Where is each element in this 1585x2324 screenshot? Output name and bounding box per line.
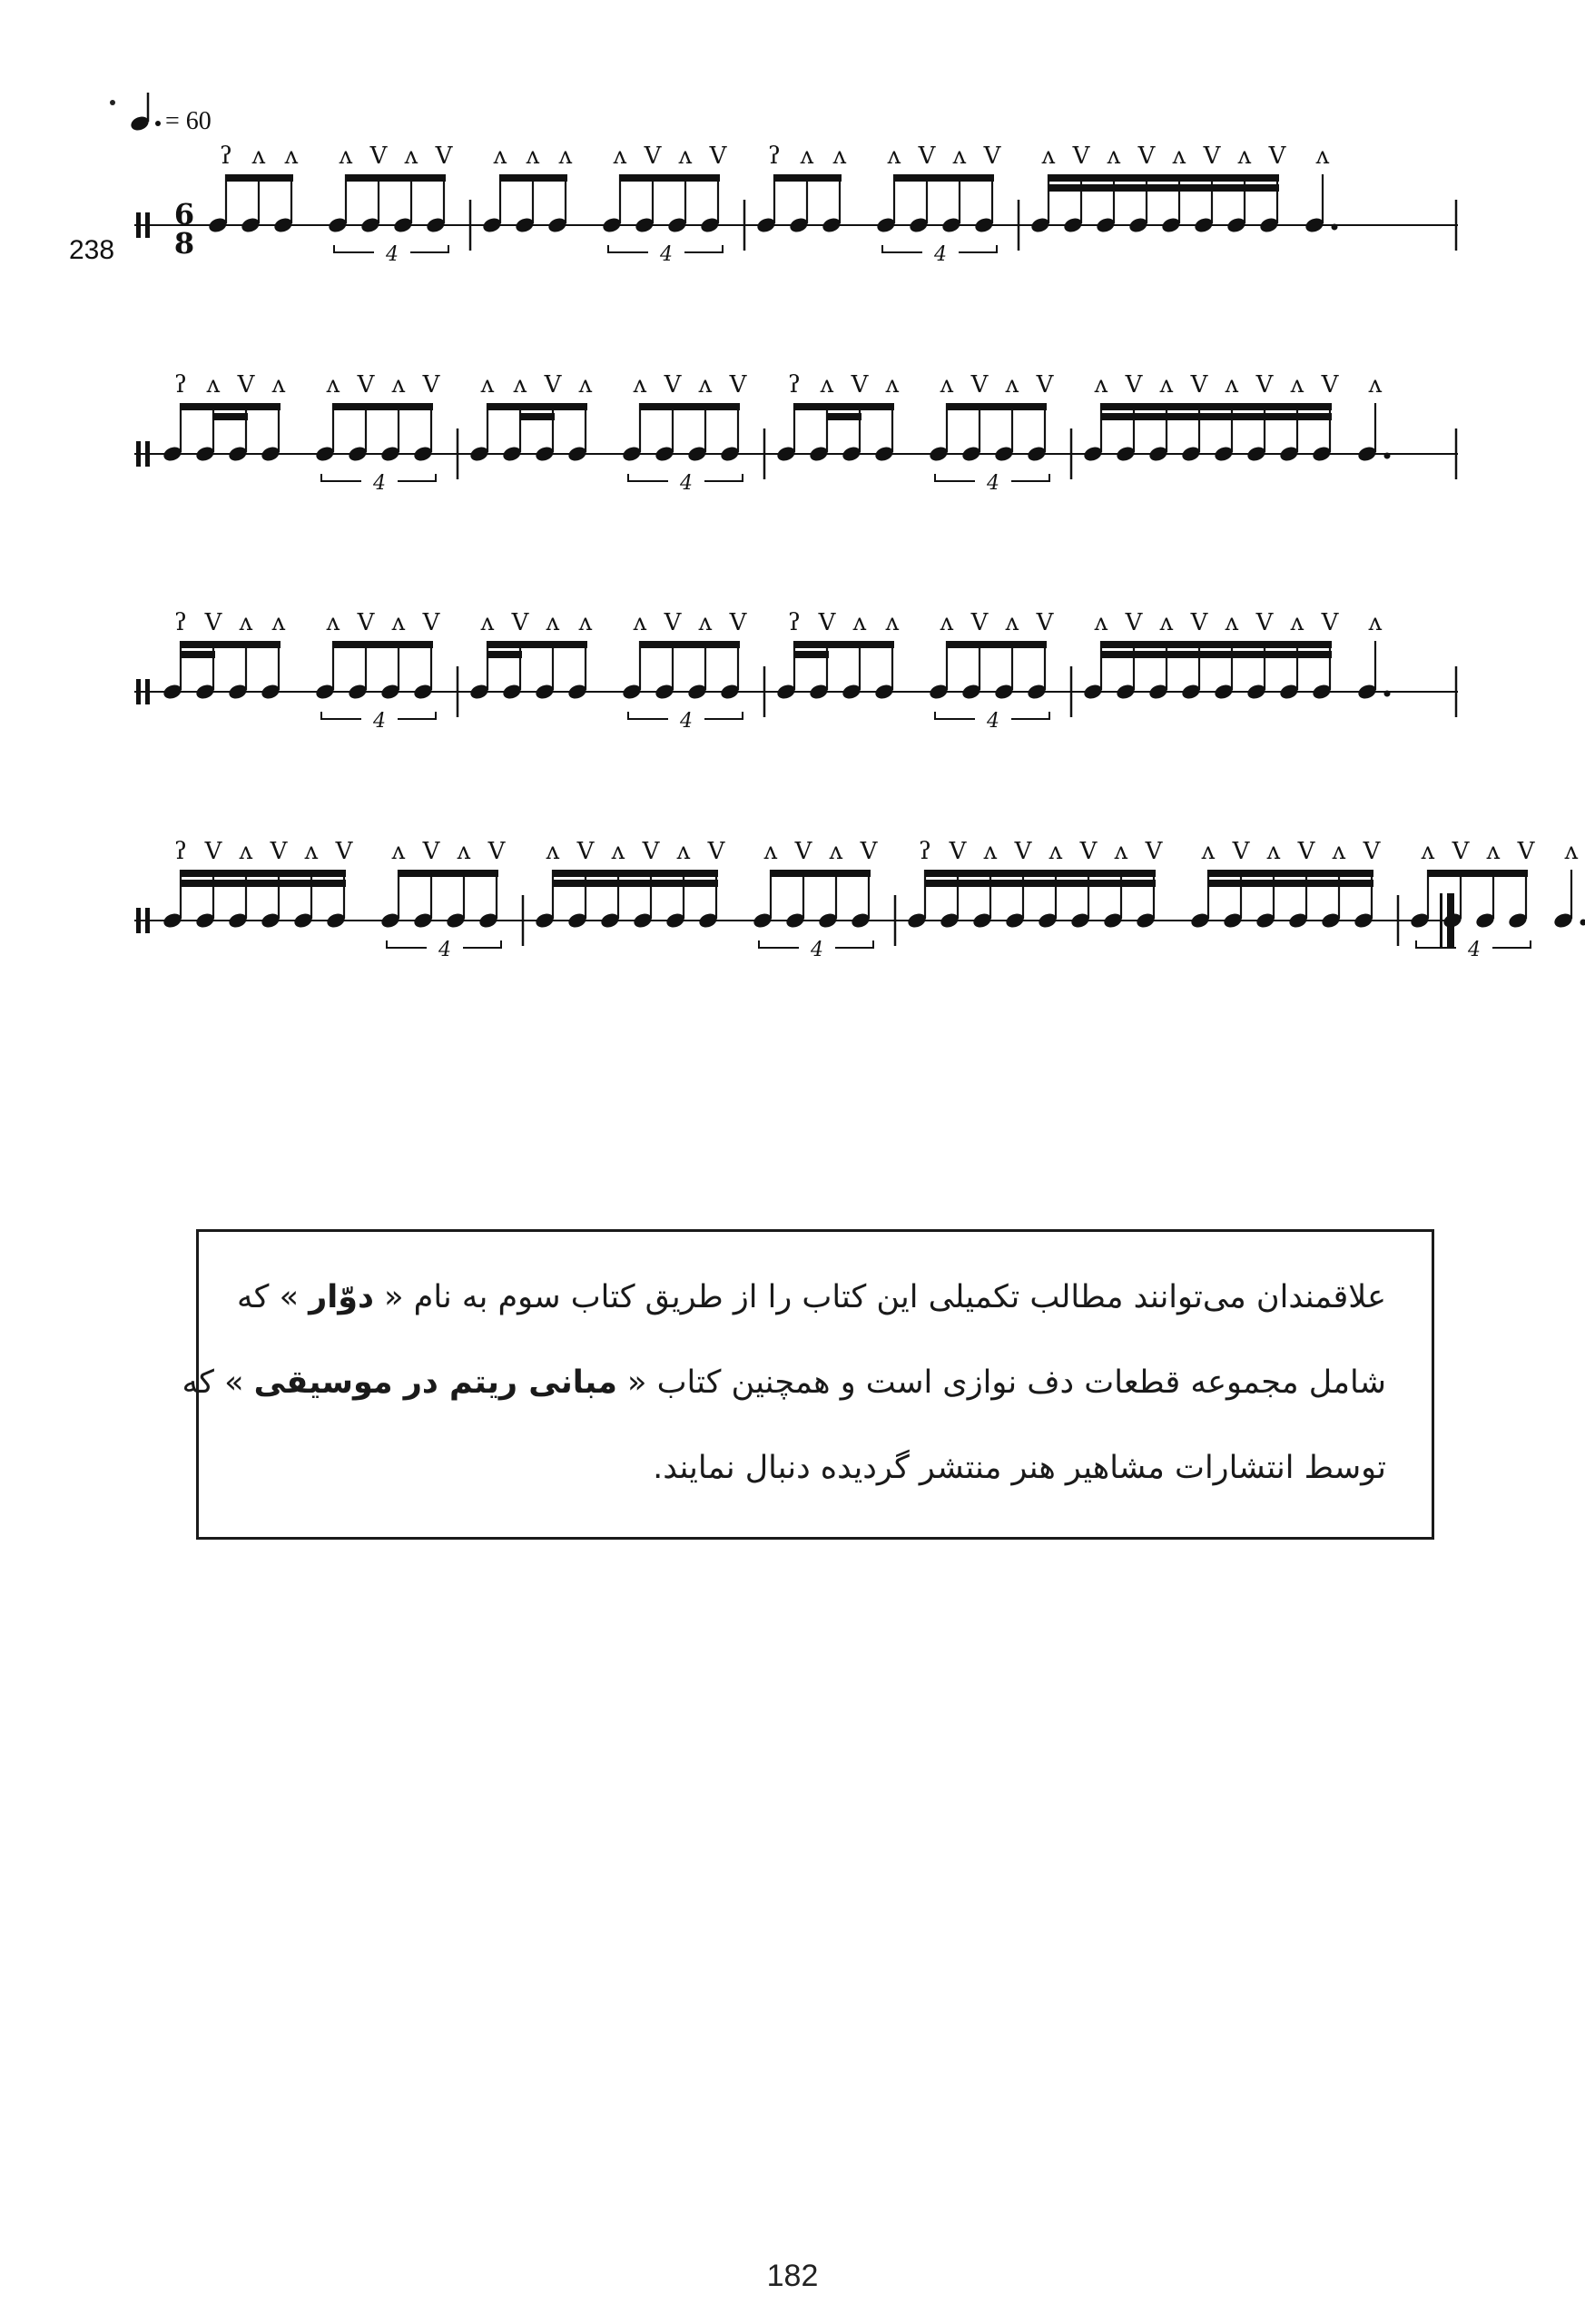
- final-barline-thin: [1440, 893, 1442, 948]
- articulation-mark: ʌ: [1421, 838, 1435, 865]
- tuplet-bracket: [398, 712, 436, 719]
- articulation-mark: ʌ: [1332, 838, 1346, 865]
- articulation-mark: ʌ: [1290, 609, 1304, 636]
- articulation-mark: ʌ: [633, 609, 647, 636]
- articulation-mark: ʌ: [284, 143, 299, 170]
- articulation-mark: ʌ: [698, 371, 713, 399]
- articulation-mark: ʌ: [493, 143, 507, 170]
- tuplet-bracket: [608, 245, 648, 252]
- beam: [925, 870, 1156, 877]
- articulation-mark: ʌ: [940, 609, 954, 636]
- beam: [640, 403, 740, 410]
- beam: [181, 641, 281, 648]
- articulation-mark: ʌ: [1368, 371, 1383, 399]
- articulation-mark: V: [204, 609, 222, 636]
- articulation-mark: ʌ: [546, 838, 560, 865]
- tuplet-bracket: [321, 474, 361, 481]
- beam: [181, 403, 281, 410]
- tuplet-bracket: [321, 712, 361, 719]
- articulation-mark: ʔ: [919, 838, 931, 865]
- tuplet-number: 4: [1468, 939, 1481, 961]
- note-line-2: [182, 1364, 1386, 1401]
- secondary-beam: [794, 651, 829, 658]
- tuplet-bracket: [959, 245, 997, 252]
- tempo-value: = 60: [165, 107, 212, 135]
- articulation-mark: ʌ: [1315, 143, 1330, 170]
- tuplet-bracket: [1011, 474, 1049, 481]
- beam: [620, 174, 720, 182]
- articulation-mark: ʌ: [763, 838, 778, 865]
- tuplet-bracket: [704, 712, 743, 719]
- percussion-clef-bar: [145, 441, 150, 467]
- time-signature-denominator: 8: [173, 226, 195, 261]
- beam: [333, 641, 433, 648]
- articulation-mark: V: [707, 838, 725, 865]
- articulation-mark: V: [335, 838, 353, 865]
- articulation-mark: ʌ: [852, 609, 867, 636]
- tuplet-bracket: [334, 245, 374, 252]
- articulation-mark: ʔ: [174, 609, 187, 636]
- beam: [1208, 870, 1373, 877]
- augmentation-dot: [1384, 691, 1391, 697]
- beam: [181, 880, 346, 887]
- articulation-mark: V: [1079, 838, 1098, 865]
- articulation-mark: ʌ: [1048, 838, 1063, 865]
- articulation-mark: V: [435, 143, 453, 170]
- articulation-mark: ʌ: [1094, 609, 1108, 636]
- tuplet-bracket: [398, 474, 436, 481]
- articulation-mark: ʌ: [1005, 371, 1019, 399]
- beam: [925, 880, 1156, 887]
- articulation-mark: V: [237, 371, 255, 399]
- articulation-mark: V: [644, 143, 662, 170]
- tuplet-bracket: [759, 940, 799, 948]
- articulation-mark: ʌ: [832, 143, 847, 170]
- tuplet-bracket: [463, 940, 501, 948]
- articulation-mark: ʌ: [829, 838, 843, 865]
- articulation-mark: ʌ: [526, 143, 540, 170]
- tuplet-number: 4: [680, 472, 693, 495]
- beam: [553, 870, 718, 877]
- articulation-mark: ʌ: [952, 143, 967, 170]
- articulation-mark: ʌ: [578, 371, 593, 399]
- beam: [399, 870, 498, 877]
- beam: [1048, 184, 1279, 192]
- staff-system-4: [134, 838, 1585, 961]
- beam: [500, 174, 567, 182]
- beam: [1428, 870, 1528, 877]
- tuplet-number: 4: [680, 710, 693, 733]
- articulation-mark: ʌ: [1172, 143, 1186, 170]
- beam: [947, 641, 1047, 648]
- tuplet-number: 4: [987, 710, 999, 733]
- articulation-mark: V: [1297, 838, 1315, 865]
- rhythm-score: [0, 0, 1585, 1089]
- secondary-beam: [520, 413, 555, 420]
- articulation-mark: ʌ: [1225, 609, 1239, 636]
- note-line-1-end: » که: [237, 1279, 299, 1315]
- articulation-mark: ʔ: [220, 143, 232, 170]
- articulation-mark: ʔ: [768, 143, 781, 170]
- articulation-mark: ʌ: [1201, 838, 1216, 865]
- percussion-clef-bar: [145, 908, 150, 933]
- articulation-mark: ʌ: [1107, 143, 1121, 170]
- tuplet-bracket: [684, 245, 723, 252]
- articulation-mark: ʌ: [391, 838, 406, 865]
- percussion-clef-bar: [136, 441, 141, 467]
- articulation-mark: ʌ: [885, 609, 900, 636]
- articulation-mark: V: [1190, 371, 1208, 399]
- articulation-mark: ʌ: [1094, 371, 1108, 399]
- articulation-mark: V: [1190, 609, 1208, 636]
- tuplet-bracket: [387, 940, 427, 948]
- articulation-mark: ʌ: [1290, 371, 1304, 399]
- articulation-mark: V: [1363, 838, 1381, 865]
- page-speck: [110, 100, 115, 105]
- articulation-mark: V: [422, 609, 440, 636]
- tuplet-bracket: [935, 712, 975, 719]
- articulation-mark: V: [970, 371, 989, 399]
- percussion-clef-bar: [145, 679, 150, 704]
- articulation-mark: V: [204, 838, 222, 865]
- articulation-mark: ʌ: [239, 609, 253, 636]
- secondary-beam: [487, 651, 522, 658]
- articulation-mark: ʌ: [339, 143, 353, 170]
- articulation-mark: ʌ: [1266, 838, 1281, 865]
- articulation-mark: V: [709, 143, 727, 170]
- articulation-mark: V: [1036, 371, 1054, 399]
- articulation-mark: ʌ: [940, 371, 954, 399]
- percussion-clef-bar: [136, 908, 141, 933]
- articulation-mark: V: [1452, 838, 1470, 865]
- note-line-1: [237, 1279, 1386, 1315]
- staff-system-3: [134, 609, 1458, 733]
- articulation-mark: V: [1145, 838, 1163, 865]
- tuplet-bracket: [704, 474, 743, 481]
- articulation-mark: ʌ: [326, 609, 340, 636]
- time-signature-numerator: 6: [173, 197, 195, 231]
- articulation-mark: V: [1268, 143, 1286, 170]
- articulation-mark: ʌ: [1041, 143, 1056, 170]
- articulation-mark: ʔ: [788, 371, 801, 399]
- articulation-mark: ʌ: [1486, 838, 1501, 865]
- articulation-mark: V: [729, 371, 747, 399]
- articulation-mark: ʌ: [391, 609, 406, 636]
- percussion-clef-bar: [136, 679, 141, 704]
- articulation-mark: ʌ: [326, 371, 340, 399]
- note-line-3: توسط انتشارات مشاهیر هنر منتشر گردیده دنبال نمایند.: [653, 1450, 1386, 1486]
- beam: [1208, 880, 1373, 887]
- beam: [1101, 413, 1332, 420]
- articulation-mark: V: [1203, 143, 1221, 170]
- articulation-mark: ʌ: [676, 838, 691, 865]
- articulation-mark: ʌ: [1005, 609, 1019, 636]
- articulation-mark: ʌ: [1368, 609, 1383, 636]
- tuplet-bracket: [628, 474, 668, 481]
- articulation-mark: V: [1321, 609, 1339, 636]
- time-signature: [174, 197, 194, 261]
- articulation-mark: ʌ: [1564, 838, 1579, 865]
- percussion-clef-bar: [136, 212, 141, 238]
- book-title-rhythm-basics: مبانی ریتم در موسیقی: [253, 1364, 617, 1401]
- articulation-mark: V: [1072, 143, 1090, 170]
- tuplet-number: 4: [987, 472, 999, 495]
- articulation-mark: ʌ: [271, 371, 286, 399]
- beam: [181, 870, 346, 877]
- beam: [1101, 641, 1332, 648]
- articulation-mark: V: [860, 838, 878, 865]
- beam: [487, 641, 587, 648]
- articulation-mark: V: [729, 609, 747, 636]
- articulation-mark: ʌ: [457, 838, 471, 865]
- page-number: 182: [766, 2259, 819, 2293]
- articulation-mark: V: [1321, 371, 1339, 399]
- articulation-mark: ʌ: [800, 143, 814, 170]
- info-note-box: [182, 1229, 1434, 1540]
- tuplet-bracket: [1011, 712, 1049, 719]
- tuplet-number: 4: [373, 710, 386, 733]
- articulation-mark: V: [1125, 371, 1143, 399]
- tuplet-bracket: [882, 245, 922, 252]
- final-barline-thick: [1447, 893, 1454, 948]
- note-line-2-text: شامل مجموعه قطعات دف نوازی است و همچنین کتاب «: [627, 1364, 1386, 1401]
- articulation-mark: ʌ: [698, 609, 713, 636]
- articulation-mark: ʌ: [1159, 371, 1174, 399]
- beam: [947, 403, 1047, 410]
- beam: [794, 641, 894, 648]
- articulation-mark: V: [664, 371, 682, 399]
- articulation-mark: ʌ: [678, 143, 693, 170]
- tuplet-number: 4: [386, 243, 399, 266]
- tempo-note-dot: [155, 121, 161, 126]
- tuplet-bracket: [935, 474, 975, 481]
- staff-system-1: [134, 143, 1458, 266]
- articulation-mark: ʌ: [304, 838, 319, 865]
- articulation-mark: ʌ: [1237, 143, 1252, 170]
- articulation-mark: ʌ: [578, 609, 593, 636]
- articulation-mark: V: [642, 838, 660, 865]
- beam: [553, 880, 718, 887]
- beam: [894, 174, 994, 182]
- articulation-mark: V: [1255, 371, 1274, 399]
- articulation-mark: V: [1036, 609, 1054, 636]
- articulation-mark: V: [357, 609, 375, 636]
- tuplet-bracket: [410, 245, 448, 252]
- articulation-mark: ʌ: [404, 143, 418, 170]
- beam: [1101, 403, 1332, 410]
- articulation-mark: ʌ: [887, 143, 901, 170]
- articulation-mark: V: [664, 609, 682, 636]
- articulation-mark: ʔ: [788, 609, 801, 636]
- articulation-mark: V: [1125, 609, 1143, 636]
- tuplet-bracket: [1492, 940, 1531, 948]
- articulation-mark: ʌ: [239, 838, 253, 865]
- tuplet-bracket: [628, 712, 668, 719]
- articulation-mark: ʌ: [983, 838, 998, 865]
- articulation-mark: ʔ: [174, 371, 187, 399]
- beam: [1101, 651, 1332, 658]
- beam: [487, 403, 587, 410]
- articulation-mark: V: [576, 838, 595, 865]
- percussion-clef-bar: [145, 212, 150, 238]
- articulation-mark: ʌ: [613, 143, 627, 170]
- articulation-mark: V: [422, 838, 440, 865]
- articulation-mark: ʌ: [820, 371, 834, 399]
- secondary-beam: [827, 413, 861, 420]
- articulation-mark: V: [1517, 838, 1535, 865]
- articulation-mark: ʌ: [1225, 371, 1239, 399]
- beam: [640, 641, 740, 648]
- beam: [774, 174, 842, 182]
- articulation-mark: ʌ: [1114, 838, 1128, 865]
- tuplet-number: 4: [811, 939, 823, 961]
- tuplet-number: 4: [373, 472, 386, 495]
- articulation-mark: V: [357, 371, 375, 399]
- book-title-davvar: دوّار: [309, 1279, 374, 1315]
- articulation-mark: V: [270, 838, 288, 865]
- articulation-mark: V: [369, 143, 388, 170]
- articulation-mark: V: [818, 609, 836, 636]
- beam: [226, 174, 293, 182]
- articulation-mark: V: [918, 143, 936, 170]
- articulation-mark: V: [511, 609, 529, 636]
- tempo-marking: [110, 93, 212, 135]
- articulation-mark: ʌ: [558, 143, 573, 170]
- articulation-mark: V: [422, 371, 440, 399]
- secondary-beam: [213, 413, 248, 420]
- articulation-mark: V: [983, 143, 1001, 170]
- secondary-beam: [181, 651, 215, 658]
- articulation-mark: V: [1014, 838, 1032, 865]
- articulation-mark: ʌ: [885, 371, 900, 399]
- note-line-1-text: علاقمندان می‌توانند مطالب تکمیلی این کتاب را از طریق کتاب سوم به نام «: [384, 1279, 1386, 1315]
- articulation-mark: ʌ: [251, 143, 266, 170]
- articulation-mark: V: [851, 371, 869, 399]
- articulation-mark: ʌ: [513, 371, 527, 399]
- beam: [1048, 174, 1279, 182]
- augmentation-dot: [1332, 224, 1338, 231]
- articulation-mark: ʔ: [174, 838, 187, 865]
- augmentation-dot: [1384, 453, 1391, 459]
- articulation-mark: V: [1137, 143, 1156, 170]
- articulation-mark: V: [1255, 609, 1274, 636]
- articulation-mark: V: [970, 609, 989, 636]
- note-line-2-end: » که: [182, 1364, 244, 1401]
- articulation-mark: ʌ: [271, 609, 286, 636]
- beam: [771, 870, 871, 877]
- beam: [794, 403, 894, 410]
- articulation-mark: ʌ: [206, 371, 221, 399]
- tuplet-number: 4: [660, 243, 673, 266]
- exercise-number: 238: [69, 235, 115, 265]
- articulation-mark: V: [794, 838, 812, 865]
- articulation-mark: ʌ: [611, 838, 625, 865]
- staff-system-2: [134, 371, 1458, 495]
- articulation-mark: ʌ: [480, 609, 495, 636]
- tuplet-number: 4: [438, 939, 451, 961]
- beam: [346, 174, 446, 182]
- articulation-mark: ʌ: [1159, 609, 1174, 636]
- articulation-mark: ʌ: [480, 371, 495, 399]
- articulation-mark: V: [544, 371, 562, 399]
- beam: [333, 403, 433, 410]
- articulation-mark: ʌ: [546, 609, 560, 636]
- articulation-mark: V: [1232, 838, 1250, 865]
- tuplet-bracket: [835, 940, 873, 948]
- articulation-mark: ʌ: [391, 371, 406, 399]
- augmentation-dot: [1580, 920, 1585, 926]
- articulation-mark: V: [487, 838, 506, 865]
- articulation-mark: V: [949, 838, 967, 865]
- tuplet-number: 4: [934, 243, 947, 266]
- articulation-mark: ʌ: [633, 371, 647, 399]
